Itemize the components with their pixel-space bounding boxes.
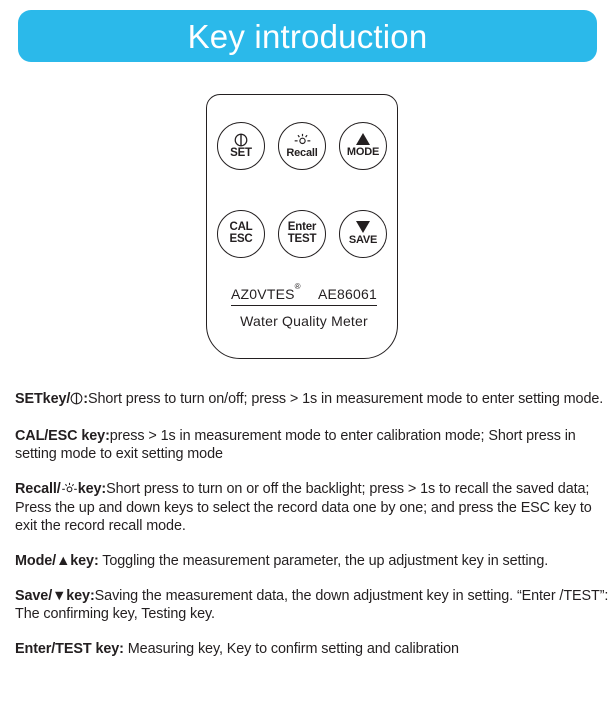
- device-key-recall[interactable]: [278, 122, 326, 170]
- description-recall-key-term: Recall/: [15, 480, 61, 497]
- triangle-down-icon: [356, 221, 370, 233]
- device-brand-name-text: AZ0VTES: [231, 286, 295, 302]
- page-title: Key introduction: [187, 17, 428, 55]
- device-key-save-label: SAVE: [348, 234, 378, 247]
- device-key-cal-label: CAL: [229, 221, 253, 234]
- device-key-recall-label: Recall: [286, 146, 318, 159]
- device-brand-block: [231, 282, 377, 329]
- device-key-cal-esc[interactable]: [217, 210, 265, 258]
- triangle-up-icon: [356, 133, 370, 145]
- device-illustration: [206, 94, 398, 359]
- backlight-icon: [294, 133, 311, 147]
- description-set-key-term: SETkey/: [15, 391, 71, 407]
- description-save-key: [15, 588, 610, 624]
- description-save-key-term: Save/▼key: [15, 588, 90, 605]
- description-save-key-body: Saving the measurement data, the down adjustment key in setting. “Enter /TEST”: The confirming key, Testing key.: [15, 588, 609, 622]
- description-cal-esc-key-colon: :: [105, 427, 110, 444]
- device-key-enter-test[interactable]: [278, 210, 326, 258]
- description-save-key-colon: :: [89, 588, 95, 605]
- keypad-row-top: [217, 122, 387, 170]
- description-enter-test-key-term: Enter/TEST key: [15, 640, 120, 657]
- description-cal-esc-key-term: CAL/ESC key: [15, 427, 106, 444]
- description-enter-test-key: [15, 641, 610, 659]
- device-tagline: Water Quality Meter: [240, 313, 368, 329]
- device-key-mode[interactable]: [339, 122, 387, 170]
- device-key-mode-label: MODE: [346, 146, 380, 159]
- description-cal-esc-key-body: press > 1s in measurement mode to enter calibration mode; Short press in setting mode to exit setting mode: [15, 427, 576, 462]
- description-enter-test-key-body: Measuring key, Key to confirm setting and calibration: [123, 640, 459, 657]
- page-header-banner: [18, 10, 597, 62]
- power-icon: [70, 392, 83, 411]
- description-recall-key-body: Short press to turn on or off the backlight; press > 1s to recall the saved data; Press the up and down keys to select the record data one by one; and press the ESC key to exit the record recall mode.: [15, 480, 592, 535]
- description-recall-key: [15, 481, 610, 537]
- description-mode-key-body: Toggling the measurement parameter, the up adjustment key in setting.: [98, 553, 549, 570]
- device-key-set[interactable]: [217, 122, 265, 170]
- device-model-number: AE86061: [317, 286, 377, 302]
- description-set-key-body: Short press to turn on/off; press > 1s in measurement mode to enter setting mode.: [88, 391, 604, 407]
- backlight-icon: [61, 482, 78, 501]
- registered-mark-icon: ®: [294, 282, 301, 292]
- description-mode-key: [15, 553, 610, 571]
- device-brand-divider: [231, 305, 377, 306]
- device-brand-name: [231, 282, 301, 302]
- description-mode-key-term: Mode/▲key: [15, 553, 94, 570]
- description-set-key: [15, 391, 610, 411]
- device-key-set-label: SET: [230, 146, 252, 159]
- description-recall-key-colon: key:: [77, 480, 107, 497]
- description-cal-esc-key: [15, 428, 610, 464]
- description-set-key-colon: :: [83, 391, 88, 407]
- keypad-row-bottom: [217, 210, 387, 258]
- device-key-save[interactable]: [339, 210, 387, 258]
- device-brand-line: [231, 282, 377, 304]
- device-key-esc-label: ESC: [229, 233, 253, 245]
- power-icon: [234, 133, 248, 147]
- key-description-list: [15, 391, 610, 659]
- description-mode-key-colon: :: [93, 553, 99, 570]
- device-key-enter-label: Enter: [287, 221, 317, 234]
- description-enter-test-key-colon: :: [119, 640, 124, 657]
- device-key-test-label: TEST: [287, 233, 317, 245]
